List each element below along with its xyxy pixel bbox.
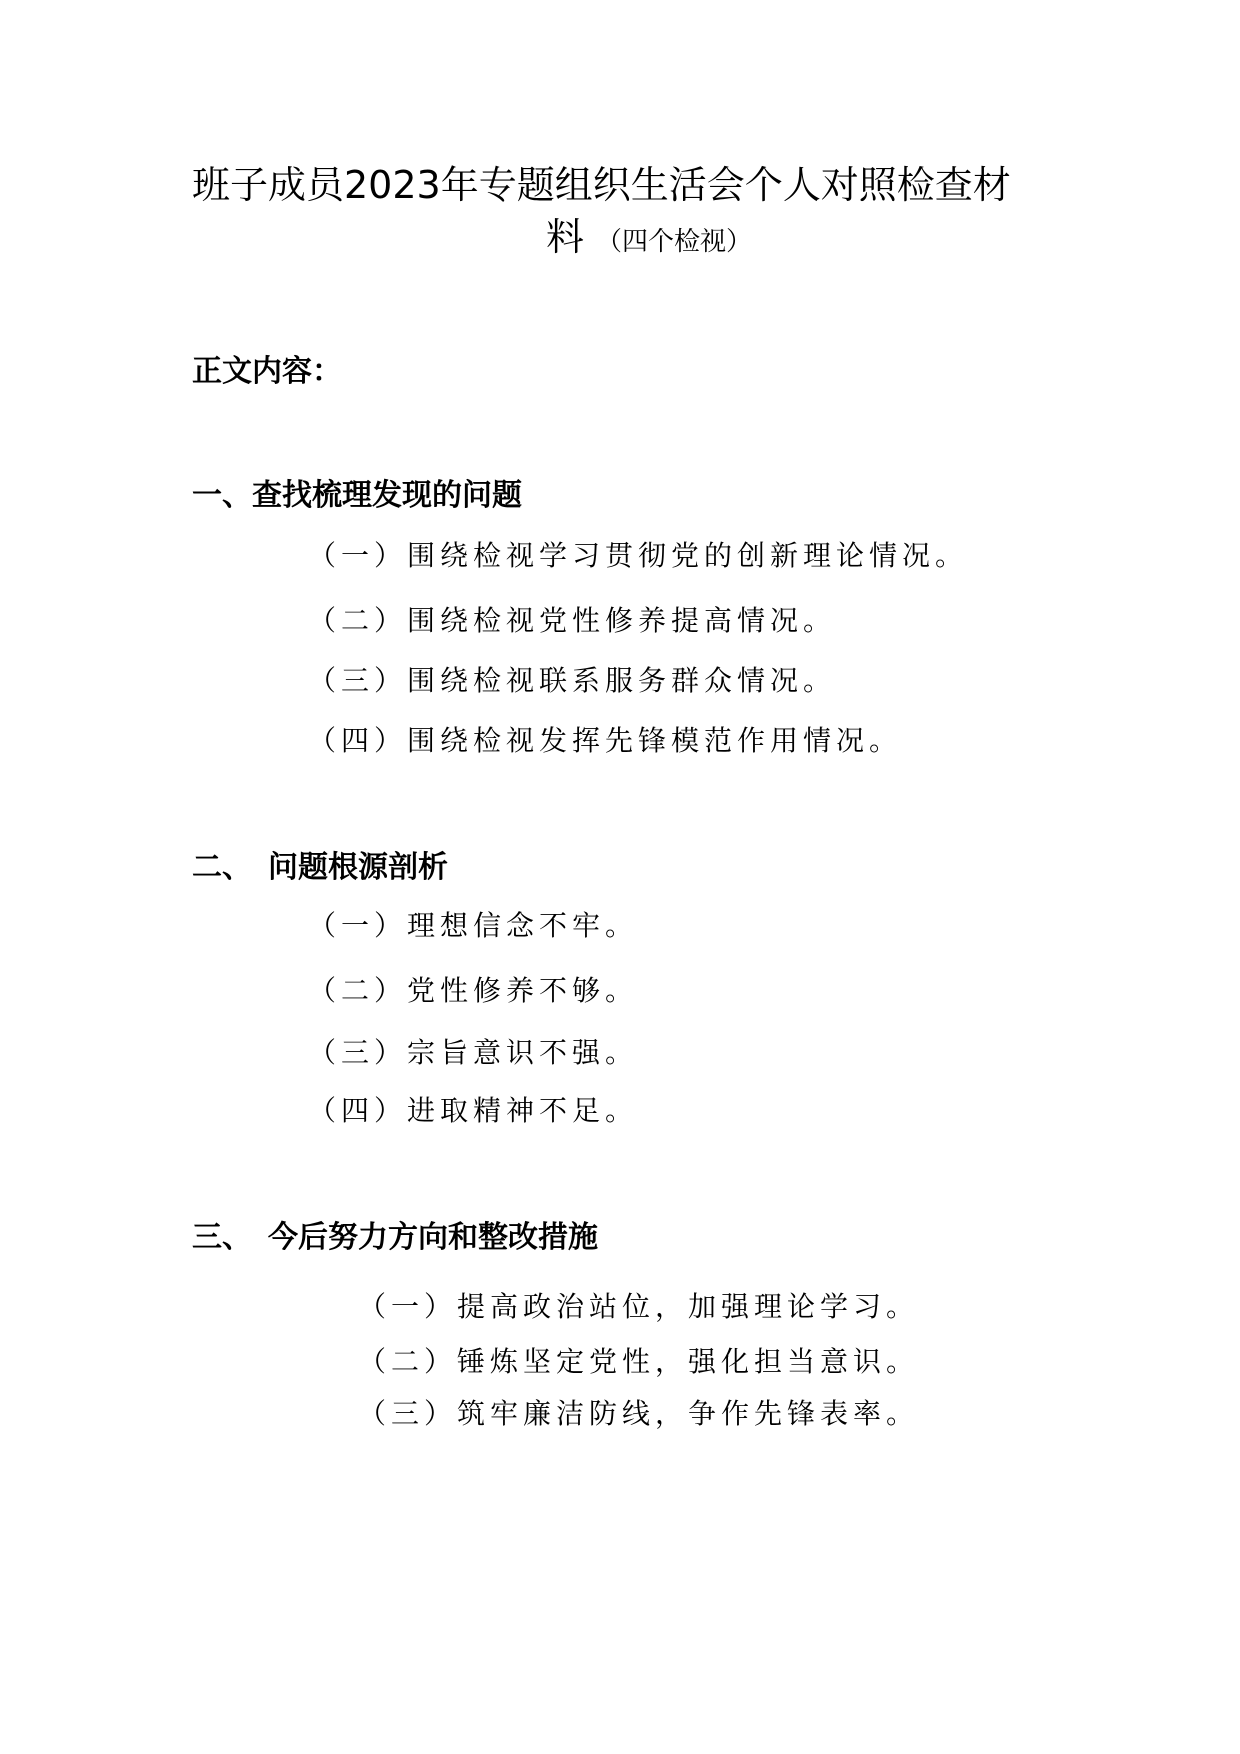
document-title-continuation	[546, 212, 752, 270]
list-item: （一）理想信念不牢。	[308, 909, 639, 942]
document-title-end: 料	[546, 215, 585, 259]
section-number: 二、	[192, 850, 252, 885]
section-heading-3	[192, 1218, 598, 1258]
section-number: 三、	[192, 1220, 252, 1255]
list-item: （二）党性修养不够。	[308, 974, 639, 1007]
section-title: 今后努力方向和整改措施	[268, 1220, 598, 1255]
list-item: （三）围绕检视联系服务群众情况。	[308, 664, 837, 697]
document-subtitle: （四个检视）	[596, 227, 753, 257]
section-number: 一、	[192, 478, 252, 513]
list-item: （一）提高政治站位，加强理论学习。	[358, 1290, 920, 1323]
list-item: （二）锤炼坚定党性，强化担当意识。	[358, 1345, 920, 1378]
list-item: （三）筑牢廉洁防线，争作先锋表率。	[358, 1397, 920, 1430]
section-heading-2	[192, 848, 448, 888]
list-item: （四）进取精神不足。	[308, 1094, 639, 1127]
list-item: （二）围绕检视党性修养提高情况。	[308, 604, 837, 637]
body-label: 正文内容：	[192, 354, 342, 389]
section-title: 问题根源剖析	[268, 850, 448, 885]
document-title: 班子成员2023年专题组织生活会个人对照检查材	[192, 163, 1011, 207]
list-item: （一）围绕检视学习贯彻党的创新理论情况。	[308, 539, 969, 572]
list-item: （四）围绕检视发挥先锋模范作用情况。	[308, 724, 903, 757]
section-title: 查找梳理发现的问题	[252, 478, 522, 513]
list-item: （三）宗旨意识不强。	[308, 1036, 639, 1069]
section-heading-1	[192, 476, 522, 516]
